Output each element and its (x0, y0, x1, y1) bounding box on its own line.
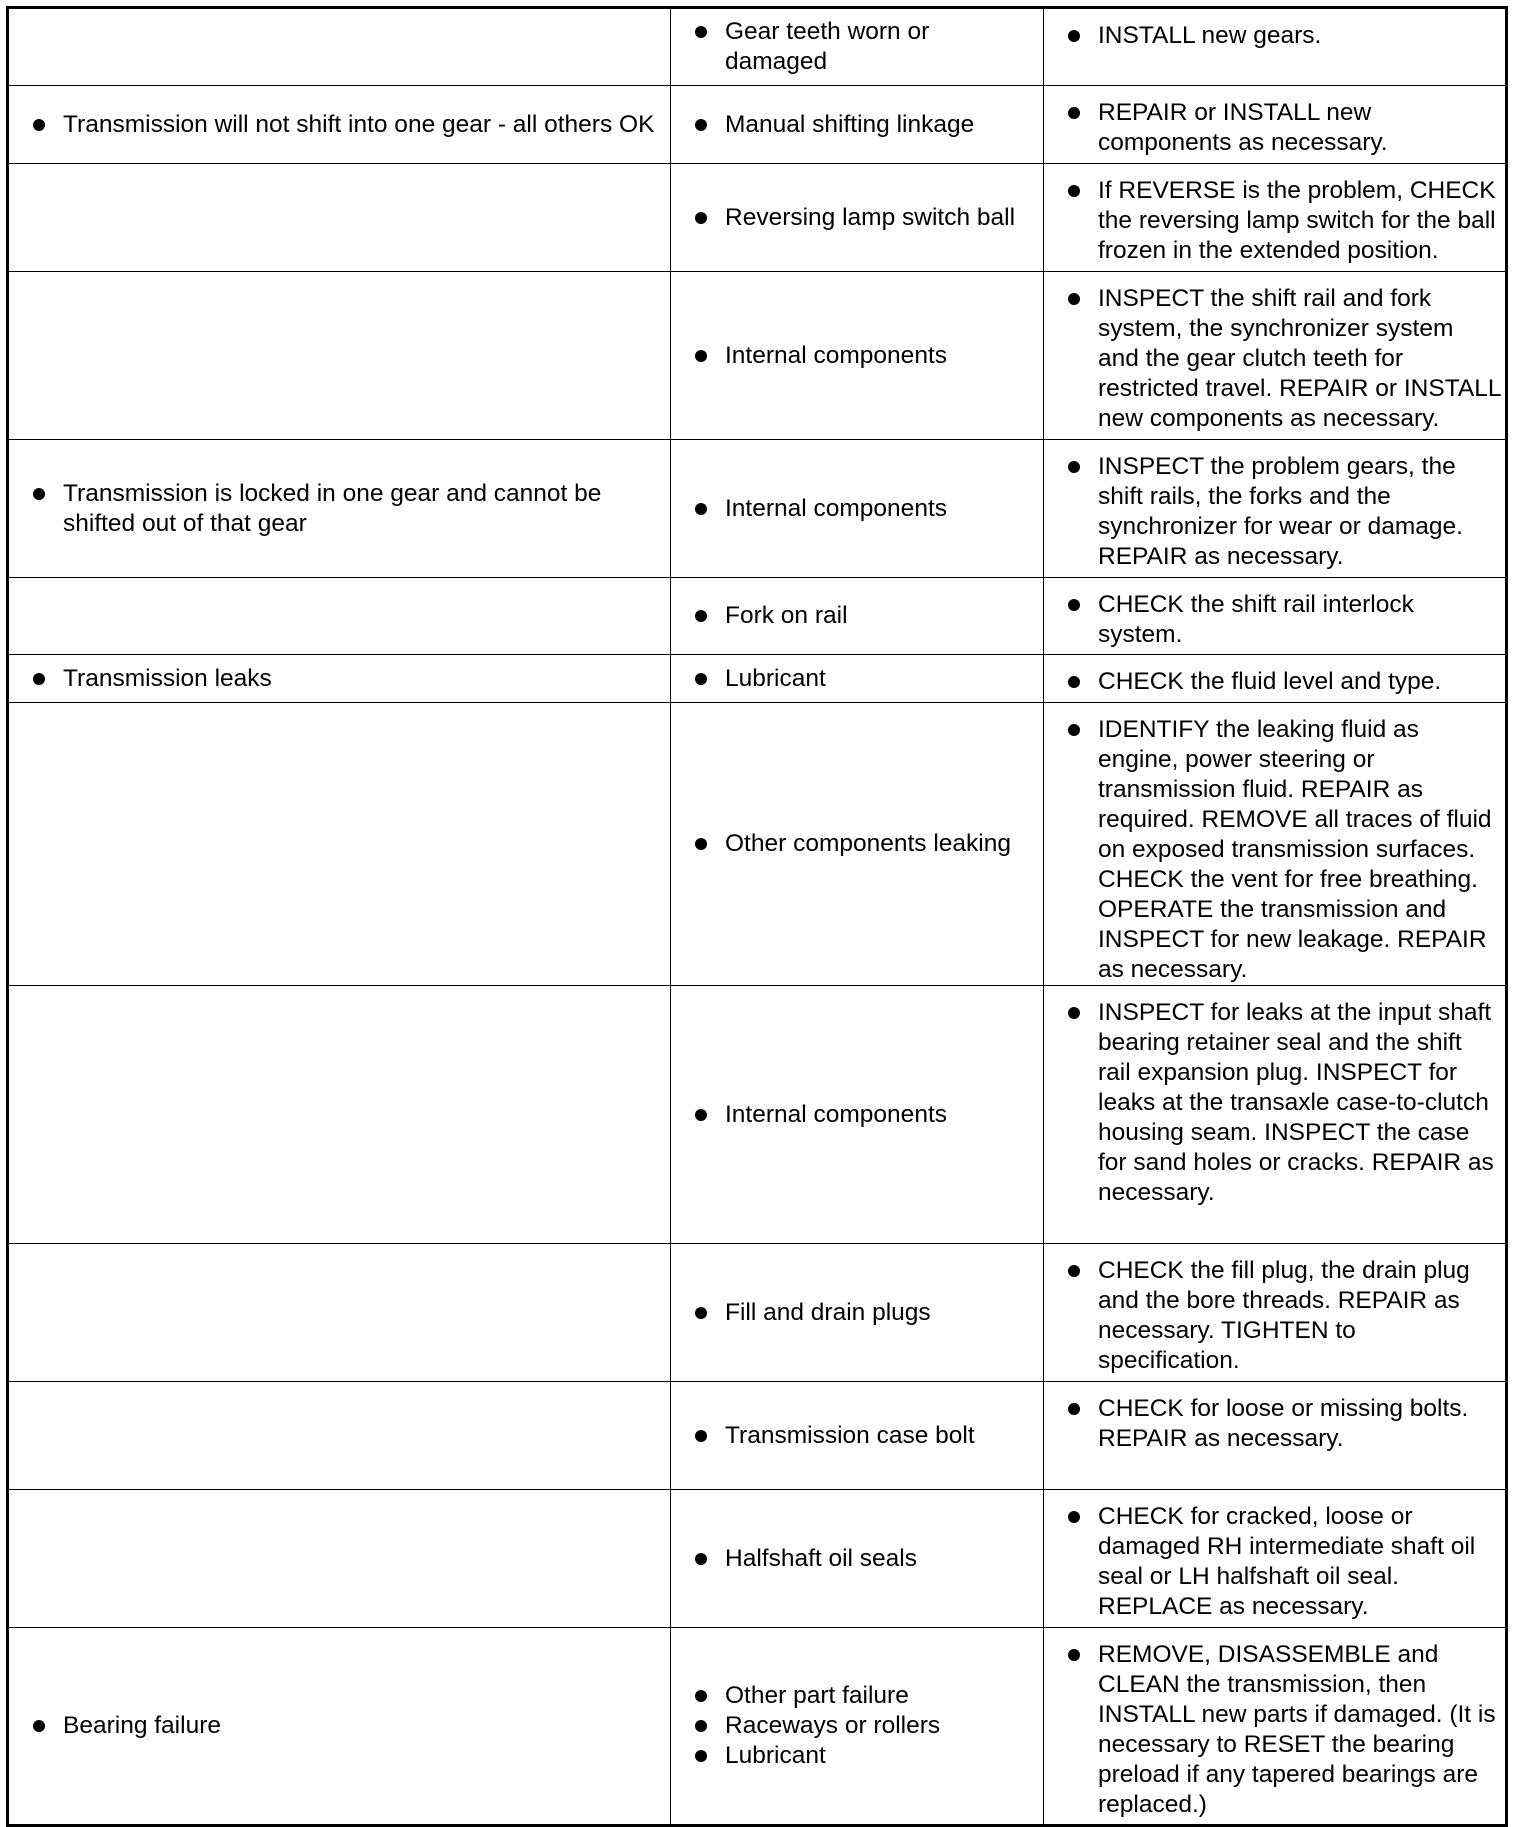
table-row (8, 86, 1507, 164)
cause-cell (671, 1490, 1044, 1628)
bullet-dot-icon (695, 1109, 707, 1121)
cause-cell (671, 703, 1044, 986)
diagnosis-table (6, 6, 1508, 1827)
action-text: CHECK for cracked, loose or damaged RH intermediate shaft oil seal or LH halfshaft oil seal. REPLACE as necessary. (1098, 1503, 1476, 1620)
cause-bullet (695, 1100, 1037, 1130)
cause-bullet (695, 1421, 1037, 1451)
action-cell (1044, 1628, 1507, 1826)
table-row (8, 8, 1507, 86)
cause-bullet (695, 1681, 1037, 1711)
action-bullet (1068, 176, 1501, 266)
symptom-cell (8, 164, 671, 272)
cause-text: Manual shifting linkage (725, 110, 975, 138)
action-bullet (1068, 590, 1501, 650)
action-text: REPAIR or INSTALL new components as necessary. (1098, 99, 1388, 156)
table-row (8, 440, 1507, 578)
table-row (8, 578, 1507, 655)
bullet-dot-icon (695, 503, 707, 515)
diagnosis-table-body (8, 8, 1507, 1826)
action-cell (1044, 655, 1507, 703)
action-text: INSPECT for leaks at the input shaft bearing retainer seal and the shift rail expansion plug. INSPECT for leaks at the transaxle case-to-clutch housing seam. INSPECT the case for sand holes or cracks. REPAIR as necessary. (1098, 999, 1494, 1206)
cause-cell (671, 86, 1044, 164)
cause-cell (671, 1628, 1044, 1826)
cause-bullet (695, 1741, 1037, 1771)
symptom-cell (8, 272, 671, 440)
cause-text: Lubricant (725, 1742, 826, 1769)
bullet-dot-icon (695, 119, 707, 131)
action-text: CHECK the shift rail interlock system. (1098, 591, 1414, 648)
bullet-dot-icon (1068, 461, 1080, 473)
symptom-bullet (33, 664, 662, 694)
symptom-text: Bearing failure (63, 1712, 221, 1739)
bullet-dot-icon (695, 1690, 707, 1702)
action-cell (1044, 1490, 1507, 1628)
cause-bullet (695, 110, 1037, 140)
bullet-dot-icon (33, 488, 45, 500)
action-cell (1044, 440, 1507, 578)
table-row (8, 1244, 1507, 1382)
symptom-cell (8, 703, 671, 986)
action-text: CHECK the fill plug, the drain plug and the bore threads. REPAIR as necessary. TIGHTEN to specification. (1098, 1257, 1470, 1374)
bullet-dot-icon (695, 1553, 707, 1565)
action-text: CHECK the fluid level and type. (1098, 668, 1442, 695)
symptom-cell (8, 8, 671, 86)
action-bullet (1068, 98, 1501, 158)
action-cell (1044, 164, 1507, 272)
bullet-dot-icon (1068, 599, 1080, 611)
cause-text: Internal components (725, 1100, 947, 1128)
symptom-cell (8, 1490, 671, 1628)
bullet-dot-icon (695, 1750, 707, 1762)
cause-text: Internal components (725, 494, 947, 522)
cause-bullet (695, 203, 1037, 233)
symptom-cell (8, 986, 671, 1244)
bullet-dot-icon (33, 673, 45, 685)
cause-text: Reversing lamp switch ball (725, 203, 1016, 231)
action-cell (1044, 272, 1507, 440)
bullet-dot-icon (1068, 724, 1080, 736)
table-row (8, 1382, 1507, 1490)
bullet-dot-icon (1068, 676, 1080, 688)
symptom-cell (8, 655, 671, 703)
bullet-dot-icon (1068, 1265, 1080, 1277)
symptom-text: Transmission is locked in one gear and cannot be shifted out of that gear (63, 479, 602, 537)
action-bullet (1068, 1502, 1501, 1622)
cause-cell (671, 440, 1044, 578)
table-row (8, 986, 1507, 1244)
cause-cell (671, 1244, 1044, 1382)
cause-text: Halfshaft oil seals (725, 1544, 918, 1572)
symptom-cell (8, 1628, 671, 1826)
cause-text: Raceways or rollers (725, 1712, 941, 1739)
symptom-cell (8, 1382, 671, 1490)
cause-cell (671, 1382, 1044, 1490)
symptom-cell (8, 578, 671, 655)
table-row (8, 164, 1507, 272)
action-text: INSPECT the shift rail and fork system, the synchronizer system and the gear clutch teeth for restricted travel. REPAIR or INSTALL new components as necessary. (1098, 285, 1501, 432)
cause-text: Internal components (725, 341, 947, 369)
cause-bullet (695, 829, 1037, 859)
table-row (8, 703, 1507, 986)
action-text: If REVERSE is the problem, CHECK the reversing lamp switch for the ball frozen in the extended position. (1098, 177, 1496, 264)
action-bullet (1068, 715, 1501, 985)
bullet-dot-icon (1068, 1007, 1080, 1019)
bullet-dot-icon (695, 610, 707, 622)
action-bullet (1068, 1640, 1501, 1820)
cause-cell (671, 272, 1044, 440)
action-bullet (1068, 1256, 1501, 1376)
action-cell (1044, 578, 1507, 655)
cause-bullet (695, 1711, 1037, 1741)
bullet-dot-icon (695, 838, 707, 850)
action-cell (1044, 86, 1507, 164)
action-text: IDENTIFY the leaking fluid as engine, power steering or transmission fluid. REPAIR as required. REMOVE all traces of fluid on exposed transmission surfaces. CHECK the vent for free breathing. OPERATE the transmission and INSPECT for new leakage. REPAIR as necessary. (1098, 716, 1492, 983)
cause-text: Other part failure (725, 1682, 909, 1709)
bullet-dot-icon (1068, 185, 1080, 197)
symptom-bullet (33, 1711, 662, 1741)
action-bullet (1068, 667, 1501, 697)
bullet-dot-icon (695, 1430, 707, 1442)
cause-cell (671, 986, 1044, 1244)
bullet-dot-icon (695, 1307, 707, 1319)
cause-text: Fork on rail (725, 602, 848, 629)
action-bullet (1068, 21, 1501, 51)
table-row (8, 655, 1507, 703)
bullet-dot-icon (695, 673, 707, 685)
cause-text: Fill and drain plugs (725, 1298, 931, 1326)
bullet-dot-icon (1068, 1511, 1080, 1523)
cause-text: Transmission case bolt (725, 1421, 975, 1449)
bullet-dot-icon (1068, 1403, 1080, 1415)
symptom-cell (8, 440, 671, 578)
symptom-cell (8, 1244, 671, 1382)
action-cell (1044, 986, 1507, 1244)
symptom-cell (8, 86, 671, 164)
bullet-dot-icon (695, 212, 707, 224)
action-text: INSPECT the problem gears, the shift rails, the forks and the synchronizer for wear or damage. REPAIR as necessary. (1098, 453, 1463, 570)
cause-text: Other components leaking (725, 830, 1011, 857)
symptom-bullet (33, 110, 662, 140)
cause-text: Gear teeth worn or damaged (725, 18, 930, 75)
action-bullet (1068, 452, 1501, 572)
action-bullet (1068, 998, 1501, 1208)
symptom-text: Transmission will not shift into one gear - all others OK (63, 110, 655, 138)
action-cell (1044, 1244, 1507, 1382)
cause-bullet (695, 1298, 1037, 1328)
cause-bullet (695, 664, 1037, 694)
table-row (8, 1628, 1507, 1826)
cause-bullet (695, 17, 1037, 77)
cause-bullet (695, 1544, 1037, 1574)
cause-text: Lubricant (725, 664, 826, 692)
table-row (8, 272, 1507, 440)
action-text: INSTALL new gears. (1098, 22, 1322, 49)
cause-cell (671, 578, 1044, 655)
action-cell (1044, 703, 1507, 986)
cause-bullet (695, 601, 1037, 631)
bullet-dot-icon (695, 350, 707, 362)
bullet-dot-icon (33, 1720, 45, 1732)
bullet-dot-icon (1068, 107, 1080, 119)
bullet-dot-icon (1068, 1649, 1080, 1661)
action-bullet (1068, 1394, 1501, 1454)
bullet-dot-icon (33, 119, 45, 131)
cause-cell (671, 164, 1044, 272)
action-cell (1044, 1382, 1507, 1490)
symptom-text: Transmission leaks (63, 664, 272, 692)
action-cell (1044, 8, 1507, 86)
action-text: REMOVE, DISASSEMBLE and CLEAN the transmission, then INSTALL new parts if damaged. (It is necessary to RESET the bearing preload if any tapered bearings are replaced.) (1098, 1641, 1496, 1818)
bullet-dot-icon (695, 26, 707, 38)
cause-bullet (695, 494, 1037, 524)
bullet-dot-icon (1068, 293, 1080, 305)
action-text: CHECK for loose or missing bolts. REPAIR as necessary. (1098, 1395, 1469, 1452)
bullet-dot-icon (695, 1720, 707, 1732)
bullet-dot-icon (1068, 30, 1080, 42)
cause-bullet (695, 341, 1037, 371)
table-row (8, 1490, 1507, 1628)
action-bullet (1068, 284, 1501, 434)
symptom-bullet (33, 479, 662, 539)
cause-cell (671, 655, 1044, 703)
cause-cell (671, 8, 1044, 86)
